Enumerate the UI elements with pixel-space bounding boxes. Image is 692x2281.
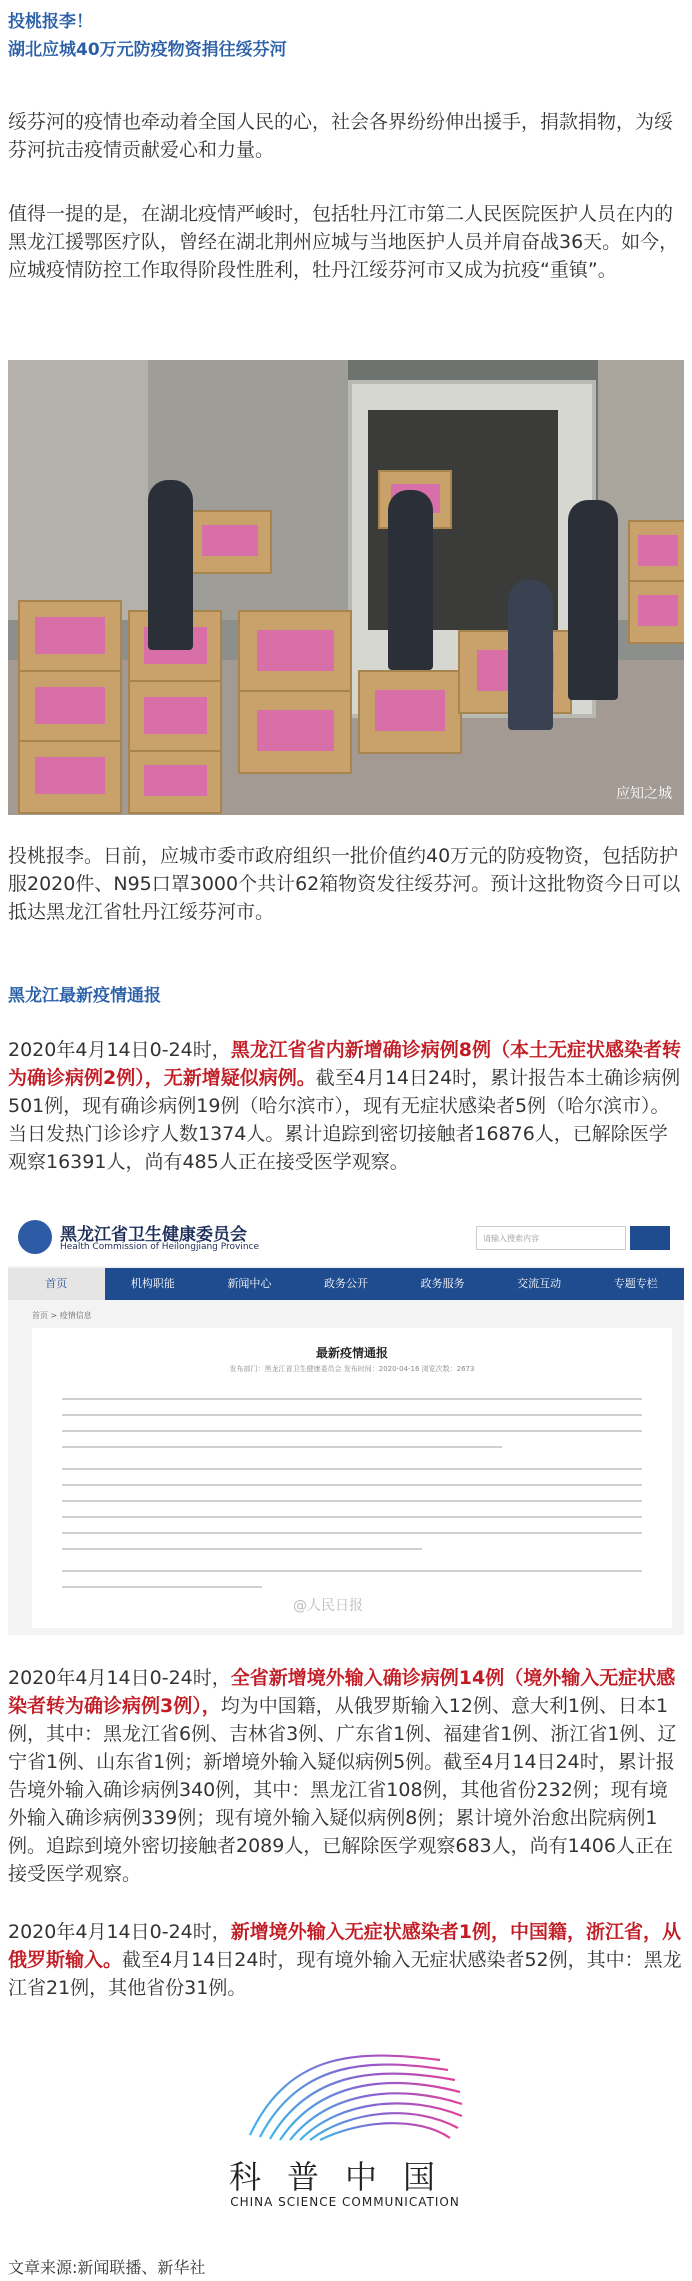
report-1-body: 截至4月14日24时，累计报告本土确诊病例501例，现有确诊病例19例（哈尔滨市），现有无症状感染者5例（哈尔滨市）。当日发热门诊诊疗人数1374人。累计追踪到密切接触者16876人，已解除医学观察16391人，尚有485人正在接受医学观察。 [8,1067,681,1173]
report-1-date: 2020年4月14日0-24时， [8,1039,231,1061]
logo-chinese-text: 科普中国 [228,2158,461,2196]
report-3-highlight: 新增境外输入无症状感染者1例，中国籍，浙江省，从俄罗斯输入。 [8,1921,681,1971]
report-1-highlight: 黑龙江省省内新增确诊病例8例（本土无症状感染者转为确诊病例2例），无新增疑似病例。 [8,1039,681,1089]
site-search-button[interactable] [630,1226,670,1250]
paragraph-3: 投桃报李。日前，应城市委市政府组织一批价值约40万元的防疫物资，包括防护服2020件、N95口罩3000个共计62箱物资发往绥芬河。预计这批物资今日可以抵达黑龙江省牡丹江绥芬河市。 [8,845,681,923]
site-subtitle: Health Commission of Heilongjiang Province [60,1242,260,1252]
screenshot-watermark: @人民日报 [293,1598,363,1614]
nav-item-functions[interactable]: 机构职能 [130,1277,175,1290]
report-2-highlight: 全省新增境外输入确诊病例14例（境外输入无症状感染者转为确诊病例3例）， [8,1667,676,1717]
photo-watermark: 应知之城 [616,786,672,802]
section-title: 黑龙江最新疫情通报 [8,986,161,1006]
site-title: 黑龙江省卫生健康委员会 [60,1225,247,1245]
health-commission-logo-icon [18,1220,52,1254]
cargo-loading-photo [8,360,684,815]
china-science-logo-mark-icon [180,2040,510,2150]
breadcrumb: 首页 > 疫情信息 [32,1311,92,1320]
nav-item-services[interactable]: 政务服务 [420,1277,465,1290]
site-nav [8,1268,684,1300]
notice-panel [32,1328,672,1628]
nav-item-topics[interactable]: 专题专栏 [613,1277,658,1290]
report-3 [8,1918,684,2002]
logo-english-text: CHINA SCIENCE COMMUNICATION [230,2195,460,2209]
china-science-logo [180,2040,510,2215]
header-line-1: 投桃报李！ [8,12,93,32]
report-2-date: 2020年4月14日0-24时， [8,1667,231,1689]
nav-item-interaction[interactable]: 交流互动 [517,1277,562,1290]
report-2 [8,1664,684,1888]
paragraph-2: 值得一提的是，在湖北疫情严峻时，包括牡丹江市第二人民医院医护人员在内的黑龙江援鄂医疗队，曾经在湖北荆州应城与当地医护人员并肩奋战36天。如今，应城疫情防控工作取得阶段性胜利，牡丹江绥芬河市又成为抗疫“重镇”。 [8,203,679,281]
article-source: 文章来源:新闻联播、新华社 [8,2258,206,2277]
report-2-body: 均为中国籍，从俄罗斯输入12例、意大利1例、日本1例，其中：黑龙江省6例、吉林省3例、广东省1例、福建省1例、浙江省1例、辽宁省1例、山东省1例；新增境外输入疑似病例5例。截至4月14日24时，累计报告境外输入确诊病例340例，其中：黑龙江省108例，其他省份232例；现有境外输入确诊病例339例；现有境外输入疑似病例8例；累计境外治愈出院病例1例。追踪到境外密切接触者2089人，已解除医学观察683人，尚有1406人正在接受医学观察。 [8,1695,677,1885]
article-header [8,8,684,64]
nav-item-home[interactable]: 首页 [8,1268,105,1300]
header-line-2: 湖北应城40万元防疫物资捐往绥芬河 [8,40,287,60]
health-commission-screenshot [8,1210,684,1635]
nav-item-public[interactable]: 政务公开 [324,1277,369,1290]
nav-item-news[interactable]: 新闻中心 [227,1277,272,1290]
notice-meta: 发布部门：黑龙江省卫生健康委员会 发布时间：2020-04-16 浏览次数：2673 [229,1365,475,1373]
report-3-body: 截至4月14日24时，现有境外输入无症状感染者52例，其中：黑龙江省21例，其他省份31例。 [8,1949,682,1999]
report-3-date: 2020年4月14日0-24时， [8,1921,231,1943]
paragraph-1: 绥芬河的疫情也牵动着全国人民的心，社会各界纷纷伸出援手，捐款捐物，为绥芬河抗击疫情贡献爱心和力量。 [8,111,674,161]
report-1 [8,1036,684,1176]
site-search-input[interactable]: 请输入搜索内容 [476,1226,626,1250]
notice-title: 最新疫情通报 [315,1346,388,1360]
